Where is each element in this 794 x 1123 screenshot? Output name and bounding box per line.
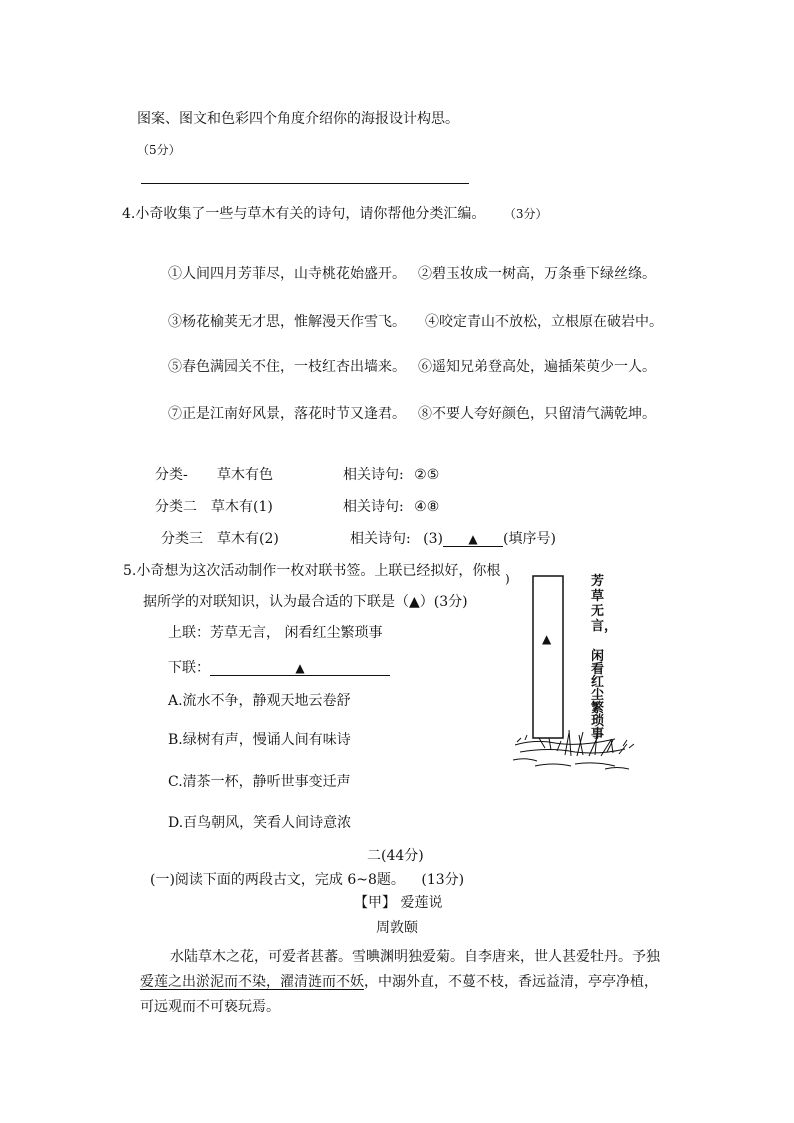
section-subtitle-text: (一)阅读下面的两段古文，完成 6~8题。 bbox=[150, 872, 405, 888]
passage-line-1: 水陆草木之花，可爱者甚蕃。雪晪渊明独爱菊。自李唐来，世人甚爱牡丹。予独 bbox=[170, 949, 660, 965]
category-3-answer bbox=[350, 528, 556, 548]
author: 周敦颐 bbox=[376, 920, 418, 936]
section-title: 二(44分) bbox=[367, 848, 424, 864]
category-1-answer bbox=[343, 464, 439, 484]
lower-couplet bbox=[168, 657, 390, 677]
bookmark-blank[interactable]: ▲ bbox=[542, 632, 552, 646]
category-answer: ④⑧ bbox=[414, 499, 440, 515]
option-d[interactable]: D.百鸟朝风，笑看人间诗意浓 bbox=[168, 815, 352, 831]
section-subtitle-score: (13分) bbox=[421, 872, 465, 888]
poem-5: ⑤春色满园关不住，一枝红杏出墙来。 bbox=[168, 359, 406, 375]
poem-7: ⑦正是江南好风景，落花时节又逢君。 bbox=[168, 406, 406, 422]
lower-couplet-blank[interactable]: ▲ bbox=[210, 661, 390, 676]
passage-underlined: 爱莲之出淤泥而不染，濯清涟而不妖 bbox=[140, 974, 364, 990]
q5-stem-line2: 据所学的对联知识，认为最合适的下联是（▲）(3分) bbox=[143, 594, 468, 610]
category-label: 相关诗句: bbox=[343, 467, 404, 483]
section-subtitle bbox=[150, 869, 464, 889]
category-answer: ②⑤ bbox=[414, 467, 440, 483]
passage-line-2-rest: ，中溺外直，不蔓不枝，香远益清，亭亭净植， bbox=[364, 974, 658, 990]
text-title: 【甲】 爱莲说 bbox=[354, 895, 443, 911]
grass-icon bbox=[513, 730, 634, 769]
bookmark-text-col2: 闲看红尘繁琐事 bbox=[591, 649, 605, 742]
category-label: 相关诗句: bbox=[350, 531, 411, 547]
intro-line: 图案、图文和色彩四个角度介绍你的海报设计构思。 bbox=[137, 111, 459, 127]
poem-1: ①人间四月芳菲尽，山寺桃花始盛开。 bbox=[168, 266, 406, 282]
category-2-name: 分类二 bbox=[155, 499, 197, 515]
answer-line bbox=[141, 183, 469, 184]
category-label: 相关诗句: bbox=[343, 499, 404, 515]
poem-8: ⑧不要人夸好颜色，只留清气满乾坤。 bbox=[418, 406, 656, 422]
passage-line-3: 可远观而不可亵玩焉。 bbox=[140, 999, 280, 1015]
fill-note: (填序号) bbox=[503, 531, 556, 547]
category-2-topic: 草木有(1) bbox=[211, 499, 273, 515]
category-3-name: 分类三 bbox=[161, 531, 203, 547]
intro-score: （5分） bbox=[137, 143, 181, 157]
poem-4: ④咬定青山不放松，立根原在破岩中。 bbox=[425, 314, 663, 330]
category-answer-prefix: (3) bbox=[423, 531, 444, 547]
option-a[interactable]: A.流水不争，静观天地云卷舒 bbox=[168, 693, 351, 709]
category-3-topic: 草木有(2) bbox=[217, 531, 279, 547]
option-b[interactable]: B.绿树有声，慢诵人间有味诗 bbox=[168, 732, 351, 748]
q5-stem-line1: 5.小奇想为这次活动制作一枚对联书签。上联已经拟好，你根 bbox=[123, 563, 501, 579]
bookmark-drawing bbox=[505, 570, 640, 775]
poem-6: ⑥遥知兄弟登高处，遍插茱萸少一人。 bbox=[418, 359, 656, 375]
answer-blank[interactable]: ▲ bbox=[443, 532, 503, 547]
option-c[interactable]: C.清茶一杯，静听世事变迁声 bbox=[168, 774, 351, 790]
q4-score: （3分） bbox=[503, 207, 548, 221]
lower-couplet-label: 下联： bbox=[168, 660, 210, 676]
bookmark-text-col1: 芳草无言， bbox=[591, 574, 618, 634]
bookmark-illustration bbox=[505, 570, 640, 775]
q4-stem-text: 4.小奇收集了一些与草木有关的诗句，请你帮他分类汇编。 bbox=[122, 206, 486, 222]
bookmark-strip bbox=[533, 576, 563, 738]
poem-2: ②碧玉妆成一树高，万条垂下绿丝绦。 bbox=[418, 266, 656, 282]
upper-couplet-label: 上联： bbox=[168, 625, 210, 641]
q4-stem bbox=[122, 203, 547, 223]
passage-line-2 bbox=[140, 971, 658, 991]
upper-couplet-text: 芳草无言， 闲看红尘繁琐事 bbox=[210, 625, 383, 641]
poem-3: ③杨花榆荚无才思，惟解漫天作雪飞。 bbox=[168, 314, 406, 330]
category-1-name: 分类- bbox=[155, 467, 188, 483]
category-1-topic: 草木有色 bbox=[217, 467, 273, 483]
upper-couplet bbox=[168, 622, 382, 642]
bookmark-bracket: ) bbox=[505, 572, 510, 586]
category-2-answer bbox=[343, 496, 439, 516]
